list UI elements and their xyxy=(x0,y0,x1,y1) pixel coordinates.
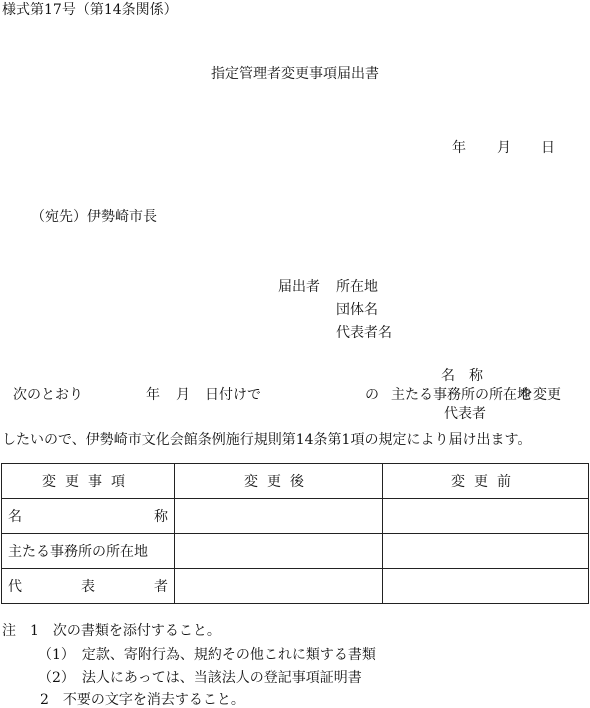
sentence-month: 月 xyxy=(176,387,190,403)
address-after-field[interactable] xyxy=(175,534,383,569)
row-label-rep-mid: 表 xyxy=(81,579,95,595)
note-1-item-2: （2） 法人にあっては、当該法人の登記事項証明書 xyxy=(38,670,362,686)
table-header-row xyxy=(2,464,589,499)
option-representative: 代表者 xyxy=(444,406,486,422)
name-before-field[interactable] xyxy=(383,499,589,534)
header-before: 変更前 xyxy=(383,464,589,499)
sentence-year: 年 xyxy=(146,387,160,403)
row-label-rep-end: 者 xyxy=(154,579,168,595)
table-row xyxy=(2,534,589,569)
date-year-label: 年 xyxy=(452,140,466,156)
sentence-line2: したいので、伊勢崎市文化会館条例施行規則第14条第1項の規定により届け出ます。 xyxy=(2,432,532,448)
representative-before-field[interactable] xyxy=(383,569,589,604)
note-1-item-1: （1） 定款、寄附行為、規約その他これに類する書類 xyxy=(38,647,376,663)
table-row xyxy=(2,569,589,604)
row-label-rep-start: 代 xyxy=(8,579,22,595)
sentence-particle: の xyxy=(365,387,379,403)
header-change-item: 変更事項 xyxy=(2,464,175,499)
sentence-day-suffix: 日付けで xyxy=(205,387,261,403)
option-address: 主たる事務所の所在地 xyxy=(391,387,531,403)
row-label-name-start: 名 xyxy=(8,509,22,525)
address-before-field[interactable] xyxy=(383,534,589,569)
name-after-field[interactable] xyxy=(175,499,383,534)
header-after: 変更後 xyxy=(175,464,383,499)
submitter-label: 届出者 xyxy=(278,279,320,295)
date-day-label: 日 xyxy=(541,140,555,156)
form-number: 様式第17号（第14条関係） xyxy=(2,2,178,18)
submitter-organization-label: 団体名 xyxy=(336,302,378,318)
note-1: 注 1 次の書類を添付すること。 xyxy=(2,623,221,639)
submitter-address-label: 所在地 xyxy=(336,279,378,295)
row-label-representative xyxy=(2,569,175,604)
sentence-prefix: 次のとおり xyxy=(13,387,83,403)
sentence-suffix: を変更 xyxy=(519,387,561,403)
table-row xyxy=(2,499,589,534)
row-label-name xyxy=(2,499,175,534)
row-label-name-end: 称 xyxy=(154,509,168,525)
change-table xyxy=(1,463,589,604)
note-2: 2 不要の文字を消去すること。 xyxy=(40,692,245,708)
representative-after-field[interactable] xyxy=(175,569,383,604)
row-label-address: 主たる事務所の所在地 xyxy=(2,534,175,569)
addressee: （宛先）伊勢崎市長 xyxy=(31,209,157,225)
page-title: 指定管理者変更事項届出書 xyxy=(211,66,379,82)
option-name: 名 称 xyxy=(441,368,483,384)
submitter-representative-label: 代表者名 xyxy=(336,325,392,341)
date-month-label: 月 xyxy=(497,140,511,156)
